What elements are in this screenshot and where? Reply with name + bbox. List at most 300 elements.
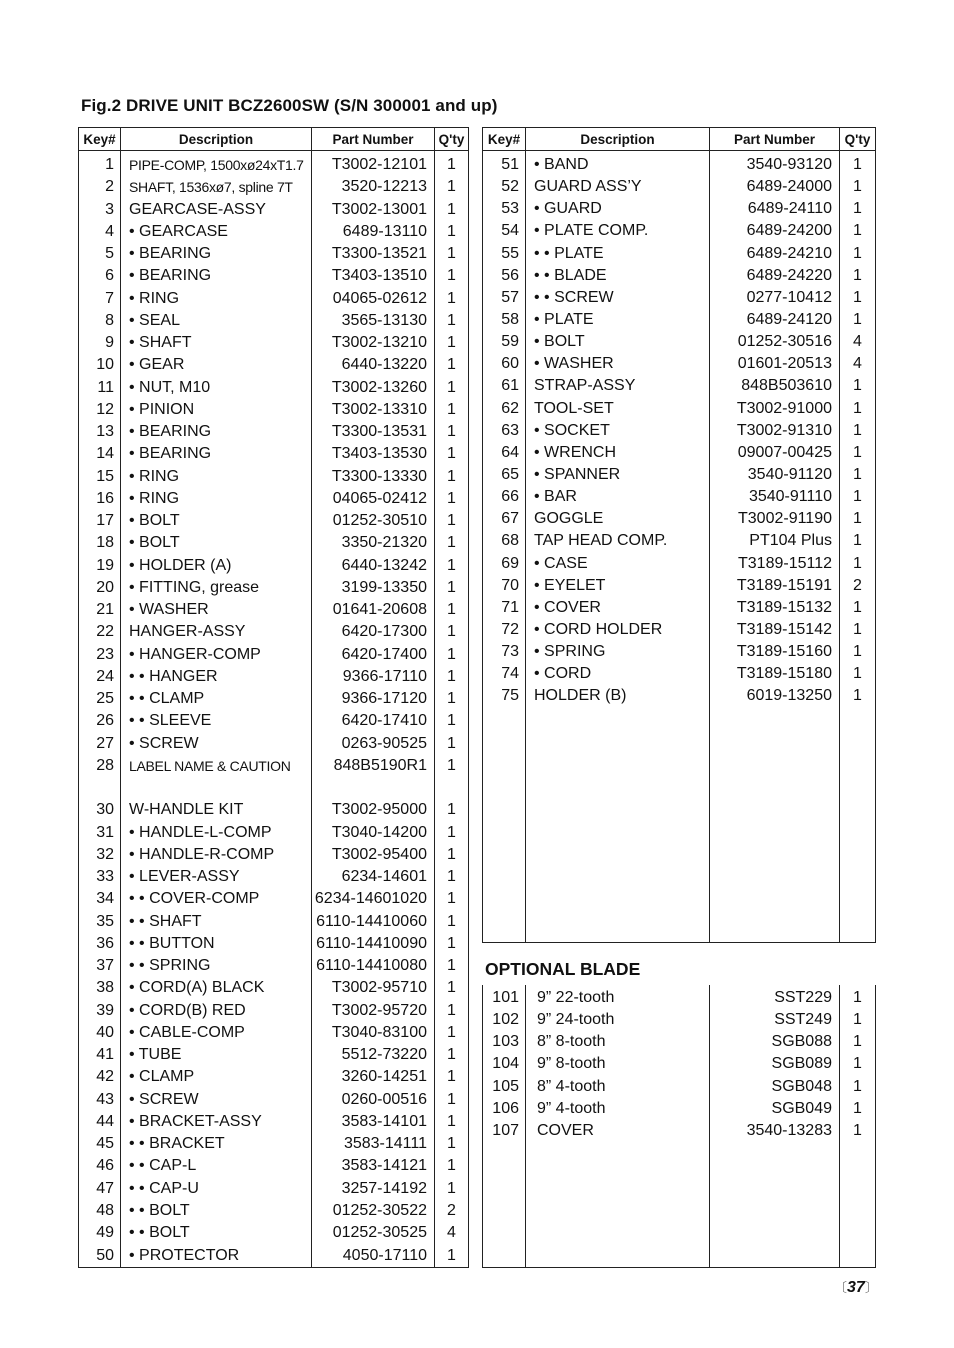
cell-key: 32 — [79, 844, 121, 866]
cell-qty: 1 — [840, 685, 876, 707]
cell-part-number — [312, 777, 435, 799]
cell-qty: 1 — [435, 1244, 469, 1267]
cell-key: 40 — [79, 1022, 121, 1044]
cell-key: 26 — [79, 710, 121, 732]
table-row — [79, 1222, 469, 1244]
cell-qty: 1 — [435, 399, 469, 421]
cell-description: • HANDLE-L-COMP — [121, 822, 312, 844]
cell-key: 7 — [79, 288, 121, 310]
cell-qty: 1 — [435, 310, 469, 332]
table-row — [79, 1044, 469, 1066]
cell-key: 55 — [483, 243, 526, 265]
cell-qty: 1 — [435, 466, 469, 488]
cell-description: • CABLE-COMP — [121, 1022, 312, 1044]
cell-qty: 1 — [435, 1000, 469, 1022]
table-row — [483, 331, 876, 353]
cell-key: 1 — [79, 151, 121, 177]
cell-part-number: T3002-95710 — [312, 977, 435, 999]
cell-part-number: 0263-90525 — [312, 733, 435, 755]
cell-part-number: 6234-14601020 — [312, 888, 435, 910]
cell-qty: 1 — [435, 510, 469, 532]
cell-part-number: 6420-17400 — [312, 644, 435, 666]
optional-blade-table — [482, 985, 876, 1268]
cell-part-number: 04065-02612 — [312, 288, 435, 310]
cell-description: • CORD(B) RED — [121, 1000, 312, 1022]
cell-key: 4 — [79, 221, 121, 243]
cell-key: 71 — [483, 597, 526, 619]
cell-qty: 1 — [435, 666, 469, 688]
cell-key: 20 — [79, 577, 121, 599]
cell-qty: 1 — [435, 1111, 469, 1133]
cell-description: • SCREW — [121, 1089, 312, 1111]
cell-qty: 1 — [435, 443, 469, 465]
table-row — [79, 310, 469, 332]
cell-part-number: T3002-91190 — [710, 508, 840, 530]
table-row — [79, 1089, 469, 1111]
cell-key: 61 — [483, 375, 526, 397]
cell-qty: 1 — [435, 577, 469, 599]
cell-key: 8 — [79, 310, 121, 332]
cell-key: 17 — [79, 510, 121, 532]
cell-qty: 1 — [435, 844, 469, 866]
cell-qty: 1 — [840, 198, 876, 220]
table-row — [483, 530, 876, 552]
cell-description: • SPRING — [526, 641, 710, 663]
cell-part-number: T3189-15142 — [710, 619, 840, 641]
cell-key: 42 — [79, 1066, 121, 1088]
table-row — [79, 933, 469, 955]
cell-part-number: 3565-13130 — [312, 310, 435, 332]
table-row — [483, 176, 876, 198]
cell-part-number: 6420-17410 — [312, 710, 435, 732]
cell-part-number: SGB049 — [710, 1098, 840, 1120]
cell-description: • FITTING, grease — [121, 577, 312, 599]
table-row — [483, 985, 876, 1009]
cell-qty: 1 — [435, 866, 469, 888]
cell-key: 46 — [79, 1155, 121, 1177]
column-header-description: Description — [121, 128, 312, 151]
cell-description: 8” 8-tooth — [526, 1031, 710, 1053]
cell-description: COVER — [526, 1120, 710, 1142]
cell-description: • • SPRING — [121, 955, 312, 977]
table-row — [79, 644, 469, 666]
cell-description: • BRACKET-ASSY — [121, 1111, 312, 1133]
table-row — [483, 420, 876, 442]
cell-qty: 1 — [840, 553, 876, 575]
table-row — [483, 1053, 876, 1075]
cell-description: • • BLADE — [526, 265, 710, 287]
cell-key: 24 — [79, 666, 121, 688]
cell-description: • SCREW — [121, 733, 312, 755]
cell-part-number: 3540-93120 — [710, 151, 840, 177]
cell-description: • • HANGER — [121, 666, 312, 688]
table-row — [483, 442, 876, 464]
cell-description: • • COVER-COMP — [121, 888, 312, 910]
page-number-value: 37 — [847, 1279, 865, 1296]
cell-description: • • BRACKET — [121, 1133, 312, 1155]
cell-description: • RING — [121, 288, 312, 310]
cell-description: STRAP-ASSY — [526, 375, 710, 397]
table-row — [79, 354, 469, 376]
cell-key: 66 — [483, 486, 526, 508]
cell-key: 45 — [79, 1133, 121, 1155]
cell-description: • WASHER — [121, 599, 312, 621]
cell-qty: 1 — [840, 1009, 876, 1031]
cell-description: • SOCKET — [526, 420, 710, 442]
cell-qty: 1 — [435, 1066, 469, 1088]
column-header-key: Key# — [483, 128, 526, 151]
cell-description: LABEL NAME & CAUTION — [121, 755, 312, 777]
cell-description: • CORD — [526, 663, 710, 685]
cell-qty: 1 — [435, 488, 469, 510]
table-row — [483, 375, 876, 397]
table-row — [79, 599, 469, 621]
cell-key: 34 — [79, 888, 121, 910]
cell-key: 47 — [79, 1178, 121, 1200]
cell-part-number: 3540-13283 — [710, 1120, 840, 1142]
cell-key — [79, 777, 121, 799]
empty-cell — [526, 1142, 710, 1268]
cell-part-number: 9366-17120 — [312, 688, 435, 710]
cell-description: HANGER-ASSY — [121, 621, 312, 643]
table-row — [79, 1111, 469, 1133]
cell-key: 11 — [79, 377, 121, 399]
table-row — [79, 1244, 469, 1267]
column-header-qty: Q'ty — [840, 128, 876, 151]
cell-qty: 1 — [435, 888, 469, 910]
cell-qty: 1 — [435, 1155, 469, 1177]
table-row — [79, 577, 469, 599]
cell-qty: 1 — [840, 442, 876, 464]
table-row — [79, 777, 469, 799]
table-filler-row — [483, 708, 876, 943]
cell-part-number: 3583-14111 — [312, 1133, 435, 1155]
table-row — [79, 666, 469, 688]
cell-description: • PROTECTOR — [121, 1244, 312, 1267]
table-row — [79, 710, 469, 732]
empty-cell — [840, 708, 876, 943]
cell-part-number: 6110-14410080 — [312, 955, 435, 977]
table-row — [483, 151, 876, 177]
cell-qty: 1 — [840, 220, 876, 242]
cell-part-number: 848B5190R1 — [312, 755, 435, 777]
cell-part-number: T3002-13310 — [312, 399, 435, 421]
cell-description: • BOLT — [121, 510, 312, 532]
cell-qty: 1 — [435, 911, 469, 933]
cell-key: 2 — [79, 176, 121, 198]
cell-description: • CORD(A) BLACK — [121, 977, 312, 999]
cell-description: • BAND — [526, 151, 710, 177]
cell-part-number: T3002-95720 — [312, 1000, 435, 1022]
cell-description — [121, 777, 312, 799]
cell-description: 9” 8-tooth — [526, 1053, 710, 1075]
table-row — [483, 287, 876, 309]
cell-key: 15 — [79, 466, 121, 488]
cell-part-number: 01252-30525 — [312, 1222, 435, 1244]
cell-qty: 1 — [435, 1022, 469, 1044]
cell-part-number: 6489-24220 — [710, 265, 840, 287]
cell-qty: 1 — [435, 733, 469, 755]
table-row — [483, 663, 876, 685]
cell-key: 41 — [79, 1044, 121, 1066]
table-row — [483, 198, 876, 220]
cell-description: • • CLAMP — [121, 688, 312, 710]
cell-part-number: 01641-20608 — [312, 599, 435, 621]
cell-key: 50 — [79, 1244, 121, 1267]
cell-description: • • PLATE — [526, 243, 710, 265]
table-row — [79, 1200, 469, 1222]
cell-description: • EYELET — [526, 575, 710, 597]
cell-description: • SPANNER — [526, 464, 710, 486]
cell-description: • • CAP-U — [121, 1178, 312, 1200]
cell-key: 5 — [79, 243, 121, 265]
table-row — [483, 243, 876, 265]
column-header-qty: Q'ty — [435, 128, 469, 151]
table-row — [483, 685, 876, 707]
cell-part-number: 6234-14601 — [312, 866, 435, 888]
cell-key: 72 — [483, 619, 526, 641]
cell-key: 54 — [483, 220, 526, 242]
cell-key: 31 — [79, 822, 121, 844]
cell-key: 14 — [79, 443, 121, 465]
cell-qty: 1 — [435, 151, 469, 177]
cell-qty: 1 — [435, 354, 469, 376]
cell-qty: 1 — [435, 555, 469, 577]
cell-key: 12 — [79, 399, 121, 421]
cell-qty: 1 — [840, 1076, 876, 1098]
cell-part-number: T3300-13521 — [312, 243, 435, 265]
cell-qty: 1 — [840, 464, 876, 486]
cell-part-number: 5512-73220 — [312, 1044, 435, 1066]
cell-description: • SEAL — [121, 310, 312, 332]
cell-description: • CASE — [526, 553, 710, 575]
cell-part-number: 3350-21320 — [312, 532, 435, 554]
cell-qty: 1 — [435, 377, 469, 399]
cell-key: 62 — [483, 398, 526, 420]
table-row — [79, 555, 469, 577]
table-row — [483, 1076, 876, 1098]
table-row — [79, 243, 469, 265]
cell-part-number: T3002-13001 — [312, 199, 435, 221]
table-row — [483, 353, 876, 375]
cell-key: 23 — [79, 644, 121, 666]
cell-part-number: 01252-30516 — [710, 331, 840, 353]
cell-description: GUARD ASS’Y — [526, 176, 710, 198]
cell-description: • HANGER-COMP — [121, 644, 312, 666]
cell-qty: 1 — [840, 398, 876, 420]
cell-description: • TUBE — [121, 1044, 312, 1066]
cell-key: 60 — [483, 353, 526, 375]
empty-cell — [840, 1142, 876, 1268]
cell-qty: 1 — [840, 265, 876, 287]
table-row — [483, 486, 876, 508]
table-row — [79, 443, 469, 465]
cell-description: • BEARING — [121, 421, 312, 443]
cell-qty: 1 — [435, 532, 469, 554]
cell-part-number: 6489-24110 — [710, 198, 840, 220]
cell-qty: 1 — [840, 508, 876, 530]
cell-key: 74 — [483, 663, 526, 685]
cell-description: • HANDLE-R-COMP — [121, 844, 312, 866]
cell-key: 106 — [483, 1098, 526, 1120]
cell-qty: 1 — [840, 287, 876, 309]
optional-blade-title: OPTIONAL BLADE — [485, 959, 641, 979]
cell-qty: 1 — [435, 644, 469, 666]
cell-description: • RING — [121, 466, 312, 488]
cell-qty: 1 — [840, 597, 876, 619]
table-row — [79, 288, 469, 310]
cell-key: 48 — [79, 1200, 121, 1222]
cell-qty: 1 — [435, 755, 469, 777]
table-row — [79, 1133, 469, 1155]
empty-cell — [483, 1142, 526, 1268]
cell-part-number: 6489-13110 — [312, 221, 435, 243]
cell-description: • WRENCH — [526, 442, 710, 464]
cell-part-number: T3040-83100 — [312, 1022, 435, 1044]
cell-description: 9” 24-tooth — [526, 1009, 710, 1031]
cell-part-number: SGB088 — [710, 1031, 840, 1053]
table-row — [483, 597, 876, 619]
empty-cell — [710, 1142, 840, 1268]
page-bracket-open: 〔 — [834, 1280, 848, 1295]
cell-part-number: 09007-00425 — [710, 442, 840, 464]
table-row — [79, 1155, 469, 1177]
table-row — [79, 822, 469, 844]
cell-part-number: 3583-14101 — [312, 1111, 435, 1133]
table-row — [79, 1066, 469, 1088]
cell-description: • WASHER — [526, 353, 710, 375]
cell-part-number: 6489-24120 — [710, 309, 840, 331]
cell-part-number: PT104 Plus — [710, 530, 840, 552]
cell-part-number: 6110-14410090 — [312, 933, 435, 955]
cell-part-number: 01601-20513 — [710, 353, 840, 375]
cell-qty: 1 — [840, 309, 876, 331]
table-row — [79, 176, 469, 198]
table-row — [79, 332, 469, 354]
cell-part-number: T3002-95400 — [312, 844, 435, 866]
table-row — [79, 265, 469, 287]
cell-part-number: 3540-91110 — [710, 486, 840, 508]
cell-part-number: 6440-13242 — [312, 555, 435, 577]
cell-key: 51 — [483, 151, 526, 177]
cell-qty: 1 — [435, 599, 469, 621]
table-row — [79, 510, 469, 532]
cell-description: 9” 4-tooth — [526, 1098, 710, 1120]
table-row — [79, 199, 469, 221]
cell-part-number: 3260-14251 — [312, 1066, 435, 1088]
table-row — [79, 377, 469, 399]
table-row — [79, 733, 469, 755]
cell-part-number: 6019-13250 — [710, 685, 840, 707]
cell-qty: 1 — [435, 688, 469, 710]
cell-key: 38 — [79, 977, 121, 999]
cell-qty: 1 — [435, 1089, 469, 1111]
cell-key: 16 — [79, 488, 121, 510]
cell-key: 67 — [483, 508, 526, 530]
cell-key: 44 — [79, 1111, 121, 1133]
cell-key: 19 — [79, 555, 121, 577]
cell-qty: 1 — [435, 621, 469, 643]
cell-description: • • SLEEVE — [121, 710, 312, 732]
cell-qty: 4 — [435, 1222, 469, 1244]
cell-part-number: T3002-12101 — [312, 151, 435, 177]
cell-qty: 4 — [840, 331, 876, 353]
cell-part-number: 6489-24200 — [710, 220, 840, 242]
cell-qty: 1 — [840, 375, 876, 397]
cell-key: 13 — [79, 421, 121, 443]
cell-qty: 1 — [840, 663, 876, 685]
cell-part-number: T3002-91000 — [710, 398, 840, 420]
table-row — [79, 911, 469, 933]
cell-part-number: T3189-15132 — [710, 597, 840, 619]
cell-qty: 1 — [435, 199, 469, 221]
cell-key: 10 — [79, 354, 121, 376]
cell-qty: 1 — [435, 799, 469, 821]
cell-key: 49 — [79, 1222, 121, 1244]
cell-key: 57 — [483, 287, 526, 309]
cell-qty: 1 — [840, 530, 876, 552]
table-row — [79, 888, 469, 910]
table-row — [483, 265, 876, 287]
cell-qty: 2 — [840, 575, 876, 597]
cell-description: TAP HEAD COMP. — [526, 530, 710, 552]
cell-key: 107 — [483, 1120, 526, 1142]
cell-part-number: T3189-15112 — [710, 553, 840, 575]
table-row — [483, 1120, 876, 1142]
table-row — [79, 844, 469, 866]
table-row — [483, 553, 876, 575]
cell-part-number: T3300-13531 — [312, 421, 435, 443]
cell-part-number: T3040-14200 — [312, 822, 435, 844]
table-row — [483, 464, 876, 486]
cell-description: • GUARD — [526, 198, 710, 220]
cell-part-number: 01252-30510 — [312, 510, 435, 532]
table-row — [79, 221, 469, 243]
cell-description: • • CAP-L — [121, 1155, 312, 1177]
cell-description: • BOLT — [121, 532, 312, 554]
page-bracket-close: 〕 — [864, 1280, 878, 1295]
cell-qty: 1 — [435, 977, 469, 999]
cell-description: • • BOLT — [121, 1222, 312, 1244]
cell-qty: 1 — [435, 288, 469, 310]
cell-part-number: T3403-13530 — [312, 443, 435, 465]
cell-part-number: 3540-91120 — [710, 464, 840, 486]
cell-part-number: SGB048 — [710, 1076, 840, 1098]
cell-description: • HOLDER (A) — [121, 555, 312, 577]
cell-qty: 1 — [435, 176, 469, 198]
cell-qty: 1 — [840, 1098, 876, 1120]
cell-description: SHAFT, 1536xø7, spline 7T — [121, 176, 312, 198]
table-row — [79, 688, 469, 710]
page-number — [834, 1277, 878, 1297]
cell-description: • COVER — [526, 597, 710, 619]
table-row — [79, 755, 469, 777]
cell-description: • • BUTTON — [121, 933, 312, 955]
cell-key: 101 — [483, 985, 526, 1009]
cell-part-number: T3403-13510 — [312, 265, 435, 287]
table-row — [483, 1031, 876, 1053]
cell-part-number: 01252-30522 — [312, 1200, 435, 1222]
cell-key: 3 — [79, 199, 121, 221]
cell-description: • NUT, M10 — [121, 377, 312, 399]
cell-part-number: 0277-10412 — [710, 287, 840, 309]
cell-qty — [435, 777, 469, 799]
cell-description: PIPE-COMP, 1500xø24xT1.7 — [121, 151, 312, 177]
cell-part-number: 848B503610 — [710, 375, 840, 397]
cell-qty: 1 — [840, 985, 876, 1009]
cell-description: 8” 4-tooth — [526, 1076, 710, 1098]
cell-key: 65 — [483, 464, 526, 486]
